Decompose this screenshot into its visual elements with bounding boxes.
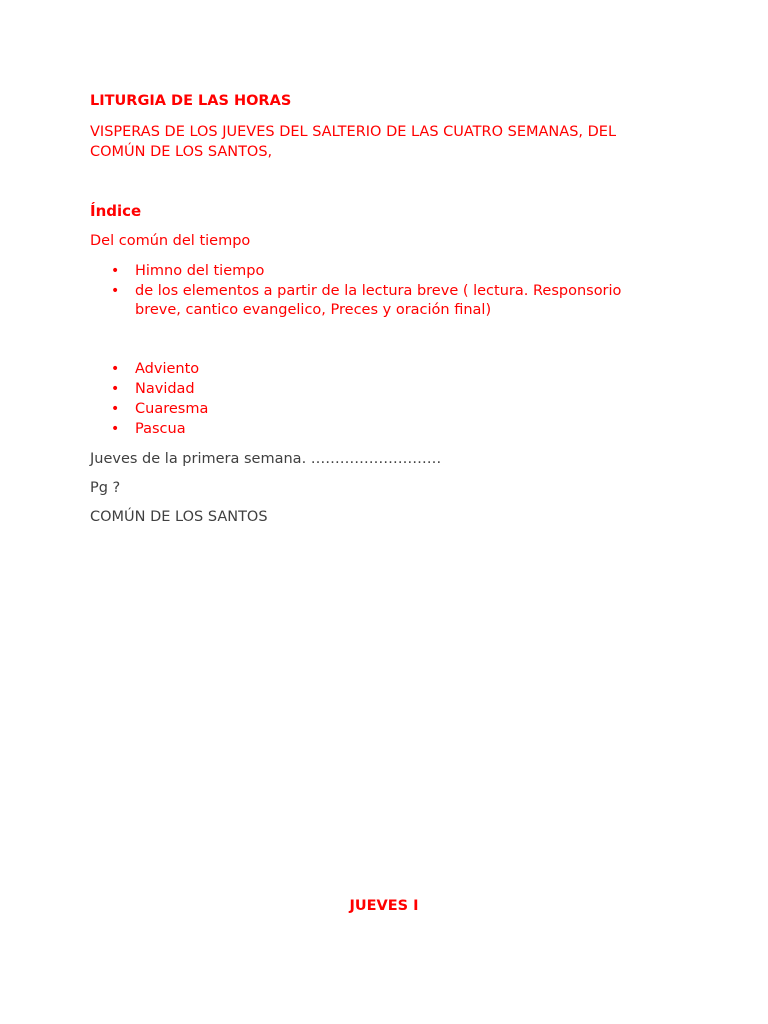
list-item xyxy=(90,400,660,419)
list-item-text: de los elementos a partir de la lectura breve ( lectura. Responsorio breve, cantico evangelico, Preces y oración final) xyxy=(135,283,622,318)
list-item-text: Cuaresma xyxy=(135,401,209,417)
document-subtitle: VISPERAS DE LOS JUEVES DEL SALTERIO DE LAS CUATRO SEMANAS, DEL COMÚN DE LOS SANTOS, xyxy=(90,124,617,160)
list-item xyxy=(90,380,660,399)
list-item xyxy=(90,420,660,439)
bullet-icon: • xyxy=(111,283,120,299)
section-label: Del común del tiempo xyxy=(90,233,251,249)
toc-entry-jueves: Jueves de la primera semana. ……………………… xyxy=(90,451,442,467)
list-item-text: Pascua xyxy=(135,421,186,437)
list-item xyxy=(90,360,660,379)
list-item-text: Navidad xyxy=(135,381,195,397)
page-number-placeholder: Pg ? xyxy=(90,480,121,496)
bullet-icon: • xyxy=(111,361,120,377)
list-item-text: Adviento xyxy=(135,361,200,377)
section-title-jueves: JUEVES I xyxy=(349,898,419,914)
list-item-text: Himno del tiempo xyxy=(135,263,265,279)
list-item xyxy=(90,282,660,320)
toc-entry-comun-santos: COMÚN DE LOS SANTOS xyxy=(90,509,268,525)
index-heading: Índice xyxy=(90,202,142,220)
document-title: LITURGIA DE LAS HORAS xyxy=(90,93,292,109)
bullet-list-seasons xyxy=(90,360,660,440)
bullet-icon: • xyxy=(111,263,120,279)
bullet-list-common-time xyxy=(90,262,660,321)
bullet-icon: • xyxy=(111,421,120,437)
bullet-icon: • xyxy=(111,381,120,397)
bullet-icon: • xyxy=(111,401,120,417)
list-item xyxy=(90,262,660,281)
